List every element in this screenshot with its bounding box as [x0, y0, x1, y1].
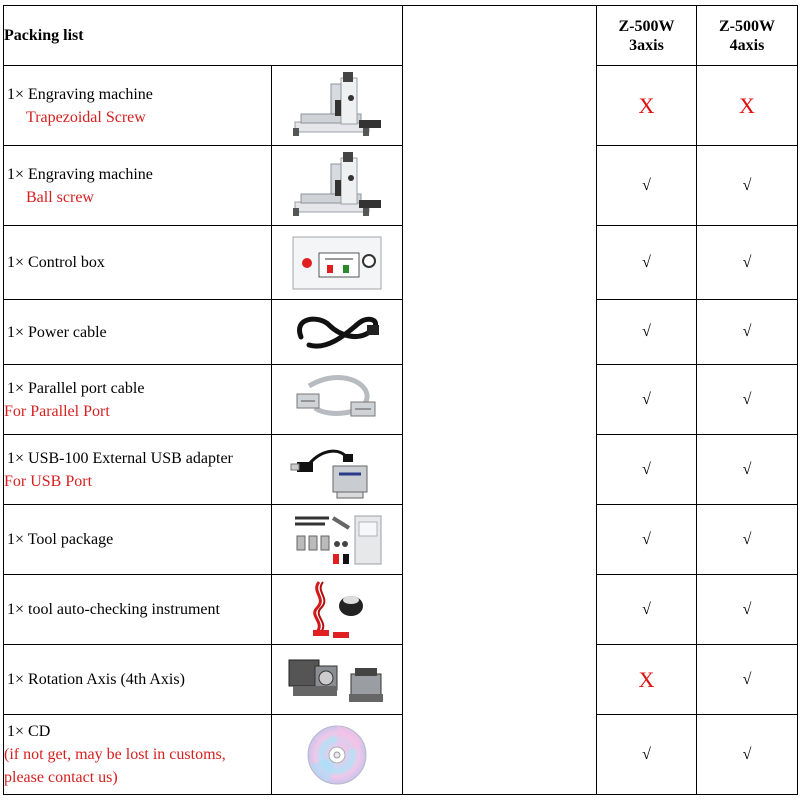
- item-cell: [4, 435, 272, 505]
- check-mark: √: [697, 505, 798, 575]
- engraving-machine-icon: [272, 150, 402, 222]
- item-image: [272, 300, 403, 365]
- item-cell: [4, 715, 272, 795]
- check-mark: √: [597, 146, 697, 226]
- parallel-cable-icon: [272, 372, 402, 428]
- packing-row: [4, 365, 798, 435]
- packing-row: [4, 300, 798, 365]
- item-label: 1× Parallel port cable: [7, 379, 145, 397]
- item-image: [272, 715, 403, 795]
- packing-row: [4, 715, 798, 795]
- spacer-cell: [403, 575, 597, 645]
- power-cable-icon: [272, 307, 402, 357]
- check-mark: √: [597, 575, 697, 645]
- packing-row: [4, 435, 798, 505]
- item-image: [272, 365, 403, 435]
- item-label: 1× USB-100 External USB adapter: [7, 449, 233, 467]
- item-image: [272, 575, 403, 645]
- spacer-cell: [403, 505, 597, 575]
- usb-adapter-icon: [272, 438, 402, 502]
- spacer-cell: [403, 300, 597, 365]
- item-label: 1× Control box: [7, 254, 105, 271]
- spacer-cell: [403, 6, 597, 66]
- packing-row: [4, 505, 798, 575]
- item-cell: [4, 505, 272, 575]
- check-mark: √: [697, 645, 798, 715]
- check-mark: √: [597, 300, 697, 365]
- item-image: [272, 66, 403, 146]
- column-header-4axis: [697, 6, 798, 66]
- item-note: (if not get, may be lost in customs,: [4, 746, 226, 763]
- item-image: [272, 435, 403, 505]
- check-mark: √: [697, 226, 798, 300]
- item-image: [272, 226, 403, 300]
- item-label: 1× Engraving machine: [7, 165, 153, 183]
- item-cell: [4, 300, 272, 365]
- item-cell: [4, 645, 272, 715]
- packing-row: [4, 66, 798, 146]
- packing-row: [4, 645, 798, 715]
- packing-row: [4, 575, 798, 645]
- packing-list-table: [3, 5, 798, 795]
- spacer-cell: [403, 715, 597, 795]
- check-mark: √: [597, 435, 697, 505]
- cross-mark: X: [597, 645, 697, 715]
- check-mark: √: [697, 146, 798, 226]
- item-label: 1× Power cable: [7, 323, 107, 341]
- item-cell: [4, 146, 272, 226]
- control-box-icon: [272, 231, 402, 295]
- column-header-axis: 3axis: [629, 36, 664, 54]
- item-cell: [4, 575, 272, 645]
- check-mark: √: [697, 365, 798, 435]
- spacer-cell: [403, 435, 597, 505]
- cross-mark: X: [597, 66, 697, 146]
- packing-row: [4, 226, 798, 300]
- column-header-3axis: [597, 6, 697, 66]
- spacer-cell: [403, 66, 597, 146]
- spacer-cell: [403, 146, 597, 226]
- item-image: [272, 505, 403, 575]
- check-mark: √: [697, 435, 798, 505]
- item-label: 1× Rotation Axis (4th Axis): [7, 671, 185, 688]
- engraving-machine-icon: [272, 70, 402, 142]
- check-mark: √: [597, 715, 697, 795]
- column-header-axis: 4axis: [729, 36, 765, 54]
- check-mark: √: [697, 300, 798, 365]
- check-mark: √: [697, 575, 798, 645]
- cd-icon: [272, 723, 402, 787]
- check-mark: √: [597, 505, 697, 575]
- item-note-2: please contact us): [4, 769, 118, 786]
- check-mark: √: [597, 226, 697, 300]
- packing-list-title: Packing list: [4, 6, 403, 66]
- item-label: 1× tool auto-checking instrument: [7, 601, 220, 618]
- item-image: [272, 146, 403, 226]
- check-mark: √: [697, 715, 798, 795]
- column-header-model: Z-500W: [719, 17, 775, 35]
- item-note: For Parallel Port: [4, 402, 110, 420]
- item-note: Trapezoidal Screw: [26, 108, 146, 126]
- column-header-model: Z-500W: [618, 17, 675, 35]
- rotation-axis-icon: [272, 650, 402, 710]
- item-label: 1× Tool package: [7, 531, 114, 548]
- tool-checker-icon: [272, 578, 402, 642]
- item-note: For USB Port: [4, 472, 93, 490]
- item-label: 1× CD: [7, 723, 51, 740]
- item-image: [272, 645, 403, 715]
- cross-mark: X: [697, 66, 798, 146]
- item-cell: [4, 365, 272, 435]
- spacer-cell: [403, 365, 597, 435]
- check-mark: √: [597, 365, 697, 435]
- spacer-cell: [403, 645, 597, 715]
- tool-package-icon: [272, 508, 402, 572]
- item-label: 1× Engraving machine: [7, 85, 153, 103]
- spacer-cell: [403, 226, 597, 300]
- packing-row: [4, 146, 798, 226]
- item-note: Ball screw: [26, 188, 94, 206]
- item-cell: [4, 66, 272, 146]
- header-row: [4, 6, 798, 66]
- item-cell: [4, 226, 272, 300]
